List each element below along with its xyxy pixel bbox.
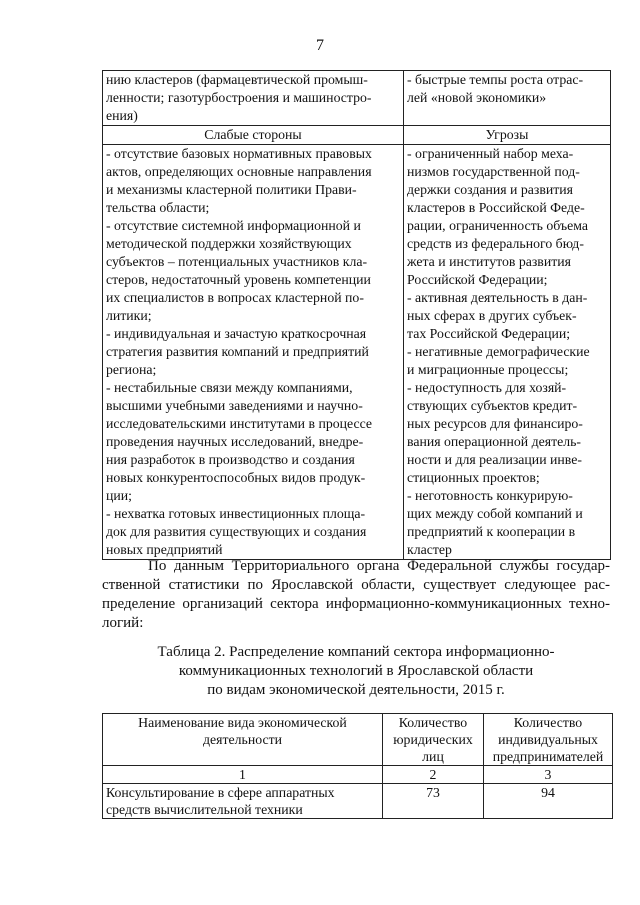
distribution-table — [102, 713, 613, 819]
legal-entities-header — [383, 714, 484, 766]
paragraph-line: пределение организаций сектора информационно-коммуникационных техно- — [102, 596, 610, 612]
cell-line: - нехватка готовых инвестиционных площа- — [106, 506, 366, 521]
cell-line: стиционных проектов; — [407, 470, 540, 485]
cell-line: ных ресурсов для финансиро- — [407, 416, 583, 431]
cell-line: - недоступность для хозяй- — [407, 380, 567, 395]
cell-line: ния разработок в производство и создания — [106, 452, 355, 467]
cell-line: нию кластеров (фармацевтической промыш- — [106, 72, 368, 87]
entrepreneurs-header — [484, 714, 613, 766]
cell-line: тельства области; — [106, 200, 210, 215]
cell-line: и миграционные процессы; — [407, 362, 569, 377]
header-line: лиц — [422, 749, 444, 764]
cell-line: региона; — [106, 362, 157, 377]
header-line: Количество — [398, 715, 468, 730]
table-row — [103, 71, 611, 126]
cell-line: рации, ограниченность объема — [407, 218, 588, 233]
paragraph-line: логий: — [102, 615, 144, 631]
column-number: 1 — [103, 766, 383, 784]
cell-line: - отсутствие системной информационной и — [106, 218, 361, 233]
paragraph-line: ственной статистики по Ярославской области, существует следующее рас- — [102, 577, 610, 593]
header-line: Наименование вида экономической — [138, 715, 347, 730]
cell-line: щих между собой компаний и — [407, 506, 583, 521]
cell-line: низмов государственной под- — [407, 164, 580, 179]
cell-line: новых предприятий — [106, 542, 223, 557]
cell-line: актов, определяющих основные направления — [106, 164, 372, 179]
table-header-row — [103, 126, 611, 145]
cell-line: литики; — [106, 308, 152, 323]
threats-header: Угрозы — [404, 126, 611, 145]
cell-line: ности и для реализации инве- — [407, 452, 582, 467]
table-row — [103, 145, 611, 560]
column-number: 3 — [484, 766, 613, 784]
cell-line: ции; — [106, 488, 132, 503]
cell-line: стеров, недостаточный уровень компетенции — [106, 272, 371, 287]
cell-line: ствующих субъектов кредит- — [407, 398, 578, 413]
cell-line: - активная деятельность в дан- — [407, 290, 588, 305]
opportunities-continuation-cell — [103, 71, 404, 126]
cell-line: ения) — [106, 108, 138, 123]
cell-line: средств из федерального бюд- — [407, 236, 584, 251]
activity-type-header — [103, 714, 383, 766]
cell-line: кластеров в Российской Феде- — [407, 200, 585, 215]
cell-line: методической поддержки хозяйствующих — [106, 236, 352, 251]
cell-line: - негативные демографические — [407, 344, 590, 359]
cell-line: лей «новой экономики» — [407, 90, 547, 105]
header-line: Количество — [513, 715, 583, 730]
cell-line: ленности; газотурбостроения и машиностро- — [106, 90, 372, 105]
cell-line: ных сферах в других субъек- — [407, 308, 577, 323]
opportunities-right-cell — [404, 71, 611, 126]
cell-line: их специалистов в вопросах кластерной по- — [106, 290, 364, 305]
cell-line: держки создания и развития — [407, 182, 574, 197]
swot-table — [102, 70, 611, 560]
cell-line: высшими учебными заведениями и научно- — [106, 398, 363, 413]
table-header-row — [103, 714, 613, 766]
caption-line: Таблица 2. Распределение компаний сектора информационно- — [157, 644, 555, 660]
cell-line: стратегия развития компаний и предприятий — [106, 344, 369, 359]
cell-line: и механизмы кластерной политики Прави- — [106, 182, 357, 197]
body-paragraph — [102, 557, 610, 633]
cell-line: - ограниченный набор меха- — [407, 146, 574, 161]
cell-line: проведения научных исследований, внедре- — [106, 434, 364, 449]
cell-line: - индивидуальная и зачастую краткосрочная — [106, 326, 367, 341]
cell-line: Консультирование в сфере аппаратных — [106, 785, 335, 800]
header-line: деятельности — [203, 732, 282, 747]
cell-line: кластер — [407, 542, 452, 557]
table-caption — [102, 643, 610, 700]
header-line: предпринимателей — [492, 749, 604, 764]
cell-line: - неготовность конкурирую- — [407, 488, 573, 503]
cell-line: - отсутствие базовых нормативных правовых — [106, 146, 372, 161]
cell-line: док для развития существующих и создания — [106, 524, 367, 539]
entrepreneurs-count: 94 — [484, 784, 613, 819]
cell-line: предприятий к кооперации в — [407, 524, 576, 539]
cell-line: новых конкурентоспособных видов продук- — [106, 470, 366, 485]
cell-line: - нестабильные связи между компаниями, — [106, 380, 353, 395]
cell-line: Российской Федерации; — [407, 272, 548, 287]
cell-line: жета и институтов развития — [407, 254, 571, 269]
column-number-row — [103, 766, 613, 784]
paragraph-line: По данным Территориального органа Федеральной службы государ- — [148, 558, 610, 574]
cell-line: - быстрые темпы роста отрас- — [407, 72, 584, 87]
cell-line: субъектов – потенциальных участников кла- — [106, 254, 368, 269]
column-number: 2 — [383, 766, 484, 784]
cell-line: вания операционной деятель- — [407, 434, 582, 449]
cell-line: исследовательскими институтами в процессе — [106, 416, 373, 431]
header-line: юридических — [393, 732, 473, 747]
weaknesses-header: Слабые стороны — [103, 126, 404, 145]
threats-cell — [404, 145, 611, 560]
caption-line: коммуникационных технологий в Ярославской области — [178, 663, 534, 679]
caption-line: по видам экономической деятельности, 2015 г. — [207, 682, 505, 698]
cell-line: средств вычислительной техники — [106, 802, 303, 817]
cell-line: тах Российской Федерации; — [407, 326, 571, 341]
page-number: 7 — [316, 37, 324, 54]
activity-name-cell — [103, 784, 383, 819]
legal-entities-count: 73 — [383, 784, 484, 819]
table-row — [103, 784, 613, 819]
header-line: индивидуальных — [498, 732, 598, 747]
weaknesses-cell — [103, 145, 404, 560]
